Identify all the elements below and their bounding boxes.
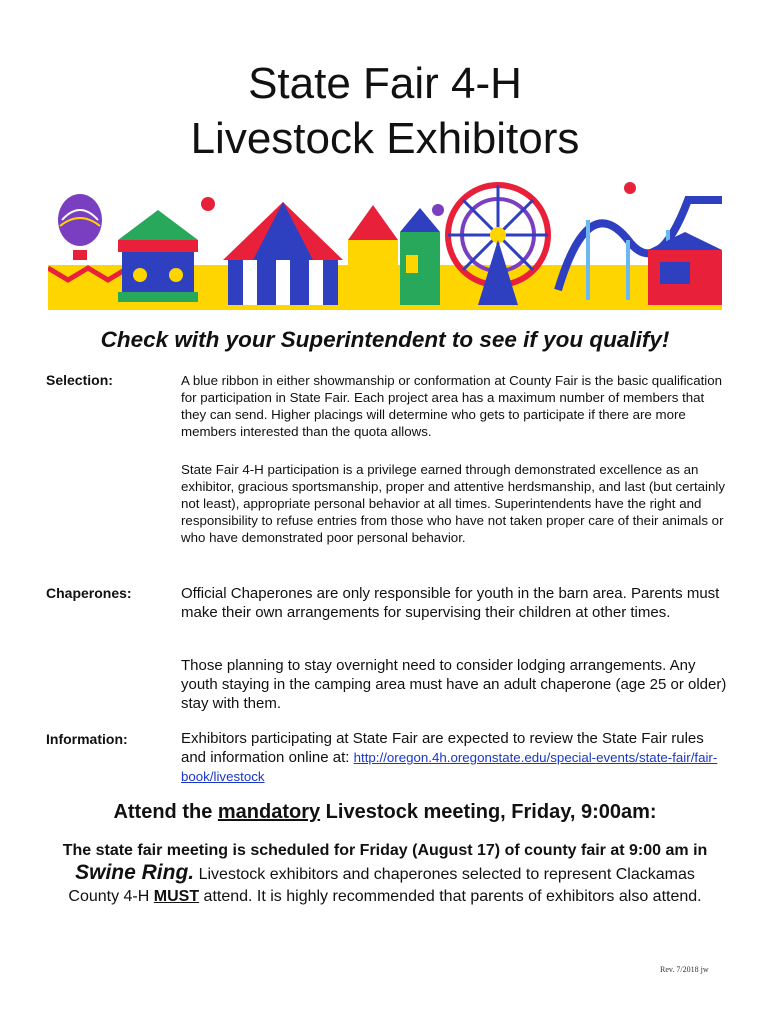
title-line-2: Livestock Exhibitors (190, 114, 580, 163)
chaperones-label: Chaperones: (46, 585, 132, 601)
booth-icon (648, 232, 722, 305)
final-text-1: Livestock exhibitors and chaperones selected to represent Clackamas County 4-H (68, 866, 695, 905)
circus-tent-icon (223, 202, 343, 305)
castle-icon (400, 208, 440, 305)
chaperones-paragraph-2: Those planning to stay overnight need to consider lodging arrangements. Any youth staying in the camping area must have an adult chaperone (age 25 or older) stay with them. (181, 657, 727, 712)
information-label: Information: (46, 731, 128, 747)
chaperones-paragraph-1: Official Chaperones are only responsible for youth in the barn area. Parents must make their own arrangements for supervising their children at other times. (181, 585, 720, 621)
swine-ring-text: Swine Ring. (75, 861, 195, 884)
carousel-icon (118, 210, 198, 302)
selection-paragraph-1: A blue ribbon in either showmanship or conformation at County Fair is the basic qualification for participation in State Fair. Each project area has a maximum number of members that they can send. Higher placings will determine who gets to participate if there are more members interested than the quota allows. (181, 373, 723, 439)
must-text: MUST (153, 888, 200, 905)
state-fair-link[interactable]: http://oregon.4h.oregonstate.edu/special-events/state-fair/fair-book/livestock (181, 750, 718, 784)
tagline: Check with your Superintendent to see if you qualify! (100, 327, 670, 352)
title-line-1: State Fair 4-H (248, 59, 522, 108)
selection-paragraph-2: State Fair 4-H participation is a privilege earned through demonstrated excellence as an exhibitor, gracious sportsmanship, proper and attentive herdsmanship, and last (but certainly not least), appropriate personal behavior at all times. Superintendents have the right and responsibility to refuse entries from those who have not taken proper care of their animals or who have demonstrated poor personal behavior. (181, 462, 725, 545)
selection-label: Selection: (46, 372, 113, 388)
final-notice (52, 840, 718, 908)
information-text: Exhibitors participating at State Fair are expected to review the State Fair rules and information online at: (181, 730, 704, 766)
final-text-2: attend. It is highly recommended that parents of exhibitors also attend. (199, 888, 702, 905)
meeting-before: Attend the (113, 801, 218, 823)
carnival-illustration (48, 180, 722, 310)
meeting-after: Livestock meeting, Friday, 9:00am: (320, 801, 657, 823)
meeting-heading (0, 801, 770, 824)
revision-note: Rev. 7/2018 jw (660, 965, 709, 974)
meeting-emphasis: mandatory (217, 801, 321, 823)
information-paragraph (181, 729, 729, 786)
balloon-icon (58, 194, 102, 260)
final-bold-text: The state fair meeting is scheduled for Friday (August 17) of county fair at 9:00 am in (62, 842, 708, 859)
